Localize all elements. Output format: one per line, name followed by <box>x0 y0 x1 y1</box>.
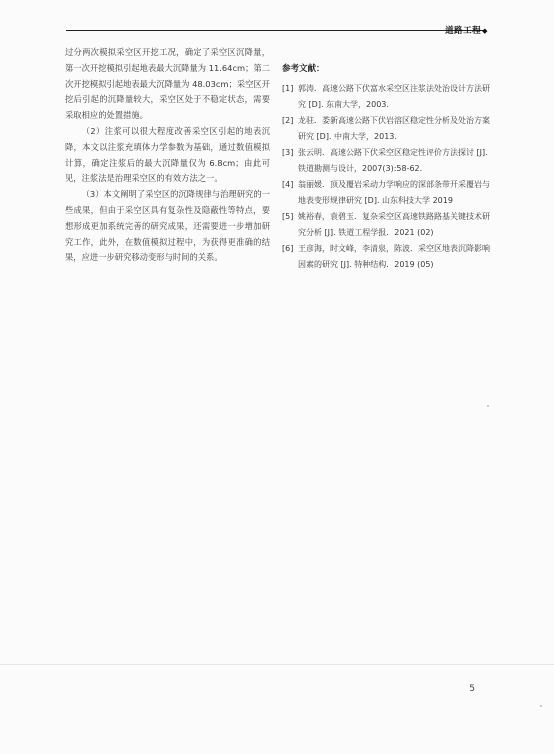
paragraph-continued: 过分两次模拟采空区开挖工况，确定了采空区沉降量，第一次开挖模拟引起地表最大沉降量为 11.64cm；第二次开挖模拟引起地表最大沉降量为 48.03cm；采空区开挖后引起的沉降量较大，采空区处于不稳定状态，需要采取相应的处置措施。 <box>65 47 270 121</box>
running-header <box>445 24 488 36</box>
reference-number: [4] <box>282 180 294 189</box>
reference-item <box>282 209 494 240</box>
reference-item <box>282 177 494 208</box>
reference-text: 姚裕春，袁碧玉．复杂采空区高速铁路路基关键技术研究分析 [J]. 铁道工程学报．2021 (02) <box>298 212 490 237</box>
references-title: 参考文献： <box>282 64 325 74</box>
reference-item <box>282 81 494 112</box>
paragraph-conclusion-3: （3）本文阐明了采空区的沉降规律与治理研究的一些成果，但由于采空区具有复杂性及隐蔽性等特点，要想形成更加系统完善的研究成果，还需要进一步增加研究工作，此外，在数值模拟过程中，为获得更准确的结果，应进一步研究移动变形与时间的关系。 <box>65 189 270 263</box>
scan-speck <box>540 705 542 707</box>
reference-item <box>282 241 494 272</box>
header-rule <box>66 30 484 31</box>
left-column <box>65 45 270 266</box>
reference-number: [2] <box>282 116 294 125</box>
header-diamond-icon: ◆ <box>482 27 488 35</box>
paragraph-conclusion-2: （2）注浆可以很大程度改善采空区引起的地表沉降，本文以注浆充填体力学参数为基础，通过数值模拟计算，确定注浆后的最大沉降量仅为 6.8cm；由此可见，注浆法是治理采空区的有效方法之一。 <box>65 125 270 184</box>
references-section <box>282 62 494 273</box>
page-number: 5 <box>469 684 475 694</box>
reference-number: [1] <box>282 84 294 93</box>
reference-text: 龙驻．娄新高速公路下伏岩溶区稳定性分析及处治方案研究 [D]. 中南大学，2013. <box>298 116 490 141</box>
reference-item <box>282 145 494 176</box>
footer-divider <box>0 664 554 665</box>
scan-speck <box>487 405 489 407</box>
reference-item <box>282 113 494 144</box>
header-label: 道路工程 <box>445 26 482 36</box>
reference-text: 张云明．高速公路下伏采空区稳定性评价方法探讨 [J]. 铁道勘测与设计，2007(3):58-62. <box>298 148 488 173</box>
reference-number: [3] <box>282 148 294 157</box>
reference-text: 王彦海，时文峰，李清泉，陈波．采空区地表沉降影响因素的研究 [J]. 特种结构．2019 (05) <box>298 244 490 269</box>
reference-text: 郭涛．高速公路下伏富水采空区注浆法处治设计方法研究 [D]. 东南大学，2003. <box>298 84 490 109</box>
reference-text: 翁丽媛．顶及覆岩采动力学响应的深部条带开采覆岩与地表变形规律研究 [D]. 山东科技大学 2019 <box>298 180 490 205</box>
reference-number: [6] <box>282 244 294 253</box>
reference-number: [5] <box>282 212 294 221</box>
